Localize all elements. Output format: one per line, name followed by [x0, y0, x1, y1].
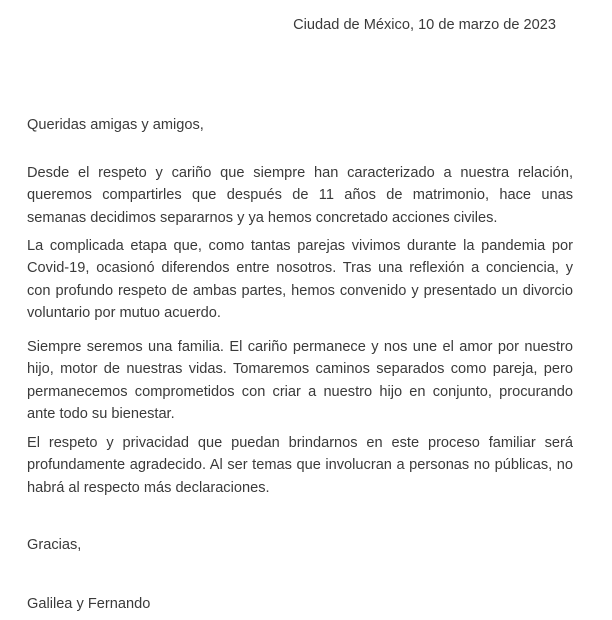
paragraph-privacy-request: El respeto y privacidad que puedan brindarnos en este proceso familiar será profundamente agradecido. Al ser temas que involucran a personas no públicas, no habrá al respecto más declaraciones.	[27, 435, 573, 496]
closing: Gracias,	[27, 537, 82, 553]
paragraph-pandemic-divorce: La complicada etapa que, como tantas parejas vivimos durante la pandemia por Covid-19, ocasionó diferendos entre nosotros. Tras una reflexión a conciencia, y con profundo respeto de ambas partes, hemos convenido y presentado un divorcio voluntario por mutuo acuerdo.	[27, 238, 573, 322]
greeting: Queridas amigas y amigos,	[27, 117, 204, 133]
place-date: Ciudad de México, 10 de marzo de 2023	[293, 17, 556, 33]
paragraph-family-son: Siempre seremos una familia. El cariño permanece y nos une el amor por nuestro hijo, motor de nuestras vidas. Tomaremos caminos separados como pareja, pero permanecemos comprometidos con criar a nuestro hijo en conjunto, procurando ante todo su bienestar.	[27, 339, 573, 423]
paragraph-separation-announcement: Desde el respeto y cariño que siempre han caracterizado a nuestra relación, queremos compartirles que después de 11 años de matrimonio, hace unas semanas decidimos separarnos y ya hemos concretado acciones civiles.	[27, 165, 573, 226]
signature: Galilea y Fernando	[27, 596, 151, 612]
